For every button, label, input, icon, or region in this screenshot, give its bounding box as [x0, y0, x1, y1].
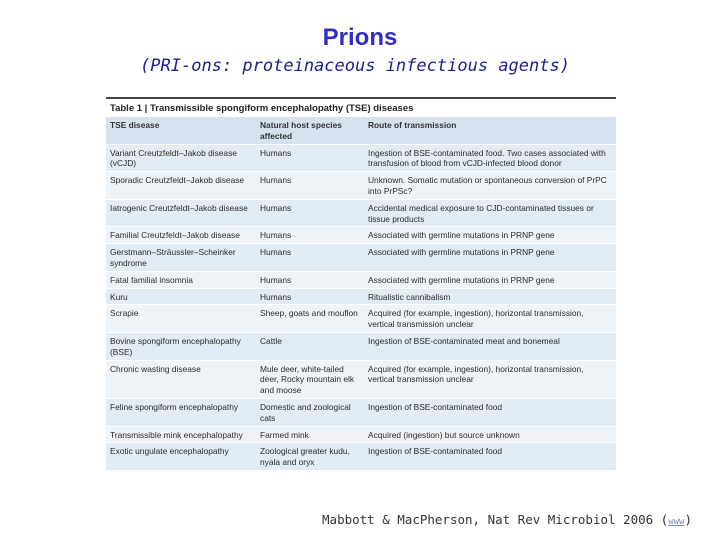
- cell-host-species: Humans: [256, 288, 364, 305]
- table-row: [106, 305, 616, 333]
- cell-host-species: Humans: [256, 271, 364, 288]
- cell-host-species: Humans: [256, 199, 364, 227]
- table-caption-text: Transmissible spongiform encephalopathy (TSE) diseases: [147, 103, 414, 114]
- cell-host-species: Humans: [256, 227, 364, 244]
- cell-tse-disease: Familial Creutzfeldt–Jakob disease: [106, 227, 256, 244]
- table-row: [106, 199, 616, 227]
- cell-tse-disease: Feline spongiform encephalopathy: [106, 398, 256, 426]
- cell-host-species: Farmed mink: [256, 426, 364, 443]
- table-row: [106, 244, 616, 272]
- citation: [322, 512, 692, 527]
- table-caption: [106, 97, 616, 117]
- table-row: [106, 271, 616, 288]
- table-row: [106, 288, 616, 305]
- cell-host-species: Mule deer, white-tailed deer, Rocky mountain elk and moose: [256, 360, 364, 398]
- cell-route: Ingestion of BSE-contaminated food. Two cases associated with transfusion of blood from vCJD-infected blood donor: [364, 144, 616, 172]
- tse-table: [106, 97, 616, 470]
- cell-tse-disease: Sporadic Creutzfeldt–Jakob disease: [106, 172, 256, 200]
- cell-route: Ingestion of BSE-contaminated meat and bonemeal: [364, 332, 616, 360]
- cell-tse-disease: Chronic wasting disease: [106, 360, 256, 398]
- cell-host-species: Sheep, goats and mouflon: [256, 305, 364, 333]
- cell-route: Acquired (for example, ingestion), horizontal transmission, vertical transmission unclear: [364, 360, 616, 398]
- header-host-species: Natural host species affected: [256, 117, 364, 144]
- table-row: [106, 227, 616, 244]
- cell-route: Associated with germline mutations in PRNP gene: [364, 227, 616, 244]
- cell-host-species: Cattle: [256, 332, 364, 360]
- citation-link[interactable]: www: [668, 517, 685, 527]
- table-row: [106, 398, 616, 426]
- cell-tse-disease: Transmissible mink encephalopathy: [106, 426, 256, 443]
- citation-close: ): [684, 512, 692, 527]
- cell-route: Ingestion of BSE-contaminated food: [364, 398, 616, 426]
- cell-route: Accidental medical exposure to CJD-contaminated tissues or tissue products: [364, 199, 616, 227]
- cell-tse-disease: Kuru: [106, 288, 256, 305]
- cell-tse-disease: Bovine spongiform encephalopathy (BSE): [106, 332, 256, 360]
- cell-tse-disease: Scrapie: [106, 305, 256, 333]
- table-caption-number: Table 1 |: [110, 103, 148, 114]
- cell-host-species: Zoological greater kudu, nyala and oryx: [256, 443, 364, 470]
- cell-tse-disease: Iatrogenic Creutzfeldt–Jakob disease: [106, 199, 256, 227]
- cell-route: Associated with germline mutations in PRNP gene: [364, 271, 616, 288]
- cell-host-species: Humans: [256, 244, 364, 272]
- cell-route: Acquired (ingestion) but source unknown: [364, 426, 616, 443]
- cell-route: Associated with germline mutations in PRNP gene: [364, 244, 616, 272]
- cell-route: Ingestion of BSE-contaminated food: [364, 443, 616, 470]
- slide-title: Prions: [322, 24, 398, 51]
- table-row: [106, 360, 616, 398]
- slide-subtitle: (PRI-ons: proteinaceous infectious agents): [140, 56, 570, 76]
- cell-tse-disease: Exotic ungulate encephalopathy: [106, 443, 256, 470]
- table-header-row: [106, 117, 616, 144]
- table-row: [106, 426, 616, 443]
- cell-route: Acquired (for example, ingestion), horizontal transmission, vertical transmission unclear: [364, 305, 616, 333]
- cell-host-species: Domestic and zoological cats: [256, 398, 364, 426]
- cell-host-species: Humans: [256, 172, 364, 200]
- table-row: [106, 443, 616, 470]
- header-route: Route of transmission: [364, 117, 616, 144]
- table-row: [106, 144, 616, 172]
- cell-route: Ritualistic cannibalism: [364, 288, 616, 305]
- table-row: [106, 172, 616, 200]
- header-tse-disease: TSE disease: [106, 117, 256, 144]
- table-grid: [106, 117, 616, 470]
- cell-tse-disease: Fatal familial insomnia: [106, 271, 256, 288]
- cell-route: Unknown. Somatic mutation or spontaneous conversion of PrPC into PrPSc?: [364, 172, 616, 200]
- cell-tse-disease: Variant Creutzfeldt–Jakob disease (vCJD): [106, 144, 256, 172]
- citation-text: Mabbott & MacPherson, Nat Rev Microbiol 2006 (: [322, 512, 669, 527]
- table-row: [106, 332, 616, 360]
- cell-tse-disease: Gerstmann–Sträussler–Scheinker syndrome: [106, 244, 256, 272]
- cell-host-species: Humans: [256, 144, 364, 172]
